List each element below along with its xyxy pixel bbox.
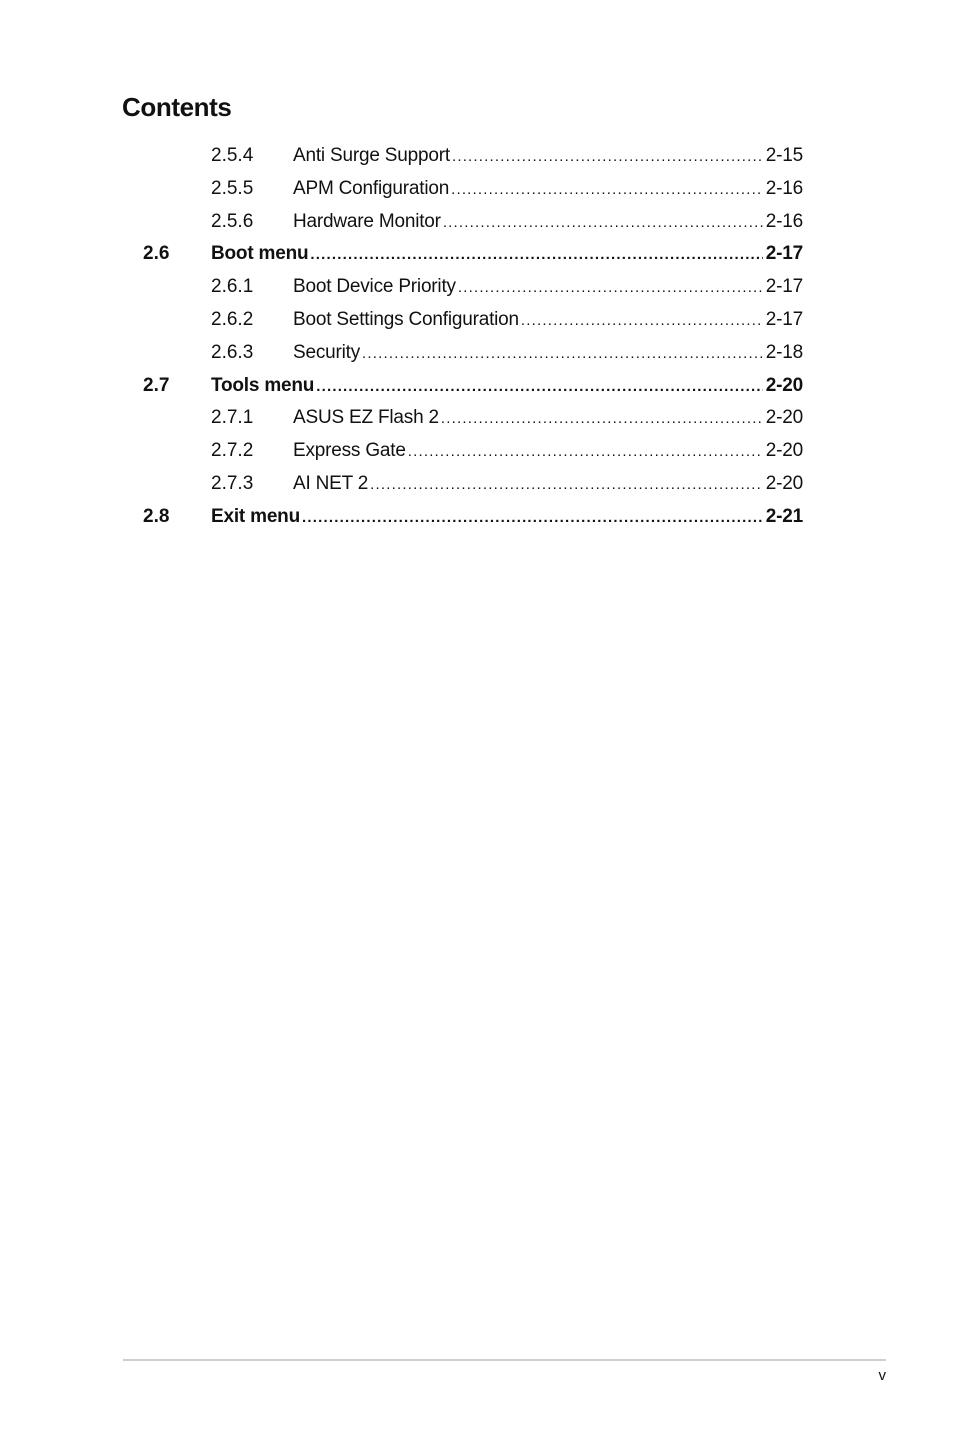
toc-entry-number: 2.7.3	[211, 472, 254, 494]
toc-entry-number: 2.7.2	[211, 440, 254, 462]
toc-dot-leader	[451, 174, 763, 207]
toc-section-title: Boot menu	[211, 243, 309, 265]
toc-dot-leader	[310, 239, 762, 272]
toc-entry[interactable]	[0, 140, 954, 173]
page-number: v	[878, 1367, 886, 1384]
toc-section[interactable]	[0, 238, 954, 271]
toc-entry[interactable]	[0, 337, 954, 370]
toc-entry-page: 2-17	[765, 276, 803, 298]
page-title: Contents	[122, 92, 232, 122]
toc-entry-number: 2.7.1	[211, 407, 254, 429]
toc-entry-page: 2-20	[765, 407, 803, 429]
toc-entry-number: 2.6.2	[211, 308, 254, 330]
toc-entry-title: ASUS EZ Flash 2	[293, 407, 439, 429]
toc-entry-page: 2-20	[765, 472, 803, 494]
toc-entry[interactable]	[0, 206, 954, 239]
table-of-contents	[0, 140, 954, 534]
toc-entry[interactable]	[0, 468, 954, 501]
toc-entry-title: AI NET 2	[293, 472, 369, 494]
toc-entry-title: APM Configuration	[293, 177, 450, 199]
toc-dot-leader	[362, 338, 763, 371]
toc-section[interactable]	[0, 370, 954, 403]
toc-entry[interactable]	[0, 271, 954, 304]
toc-entry-number: 2.5.6	[211, 210, 254, 232]
toc-section-page: 2-21	[765, 505, 803, 527]
toc-dot-leader	[408, 436, 763, 469]
toc-entry-page: 2-18	[765, 341, 803, 363]
toc-section-number: 2.8	[143, 505, 170, 527]
toc-entry-page: 2-16	[765, 177, 803, 199]
toc-entry-number: 2.6.3	[211, 341, 254, 363]
toc-entry[interactable]	[0, 402, 954, 435]
toc-entry-title: Express Gate	[293, 440, 406, 462]
toc-section-title: Exit menu	[211, 505, 300, 527]
toc-dot-leader	[441, 403, 763, 436]
toc-section-title: Tools menu	[211, 374, 315, 396]
toc-section-number: 2.6	[143, 243, 170, 265]
toc-entry-title: Security	[293, 341, 361, 363]
toc-entry-title: Boot Device Priority	[293, 276, 456, 298]
toc-section-page: 2-17	[765, 243, 803, 265]
toc-entry-number: 2.5.4	[211, 145, 254, 166]
toc-section[interactable]	[0, 501, 954, 534]
toc-entry-number: 2.6.1	[211, 276, 254, 298]
toc-entry[interactable]	[0, 304, 954, 337]
toc-dot-leader	[302, 502, 763, 535]
toc-dot-leader	[452, 141, 763, 174]
toc-entry[interactable]	[0, 435, 954, 468]
toc-dot-leader	[316, 371, 763, 404]
toc-entry-title: Hardware Monitor	[293, 210, 441, 232]
toc-entry-title: Boot Settings Configuration	[293, 308, 519, 330]
toc-dot-leader	[443, 207, 763, 240]
toc-entry-page: 2-15	[765, 145, 803, 166]
footer-divider	[123, 1359, 886, 1361]
toc-entry-page: 2-17	[765, 308, 803, 330]
toc-dot-leader	[458, 272, 763, 305]
toc-entry-page: 2-20	[765, 440, 803, 462]
toc-dot-leader	[370, 469, 763, 502]
toc-entry-page: 2-16	[765, 210, 803, 232]
toc-entry[interactable]	[0, 173, 954, 206]
toc-dot-leader	[521, 305, 763, 338]
toc-entry-number: 2.5.5	[211, 177, 254, 199]
toc-section-page: 2-20	[765, 374, 803, 396]
toc-entry-title: Anti Surge Support	[293, 145, 450, 166]
toc-section-number: 2.7	[143, 374, 170, 396]
